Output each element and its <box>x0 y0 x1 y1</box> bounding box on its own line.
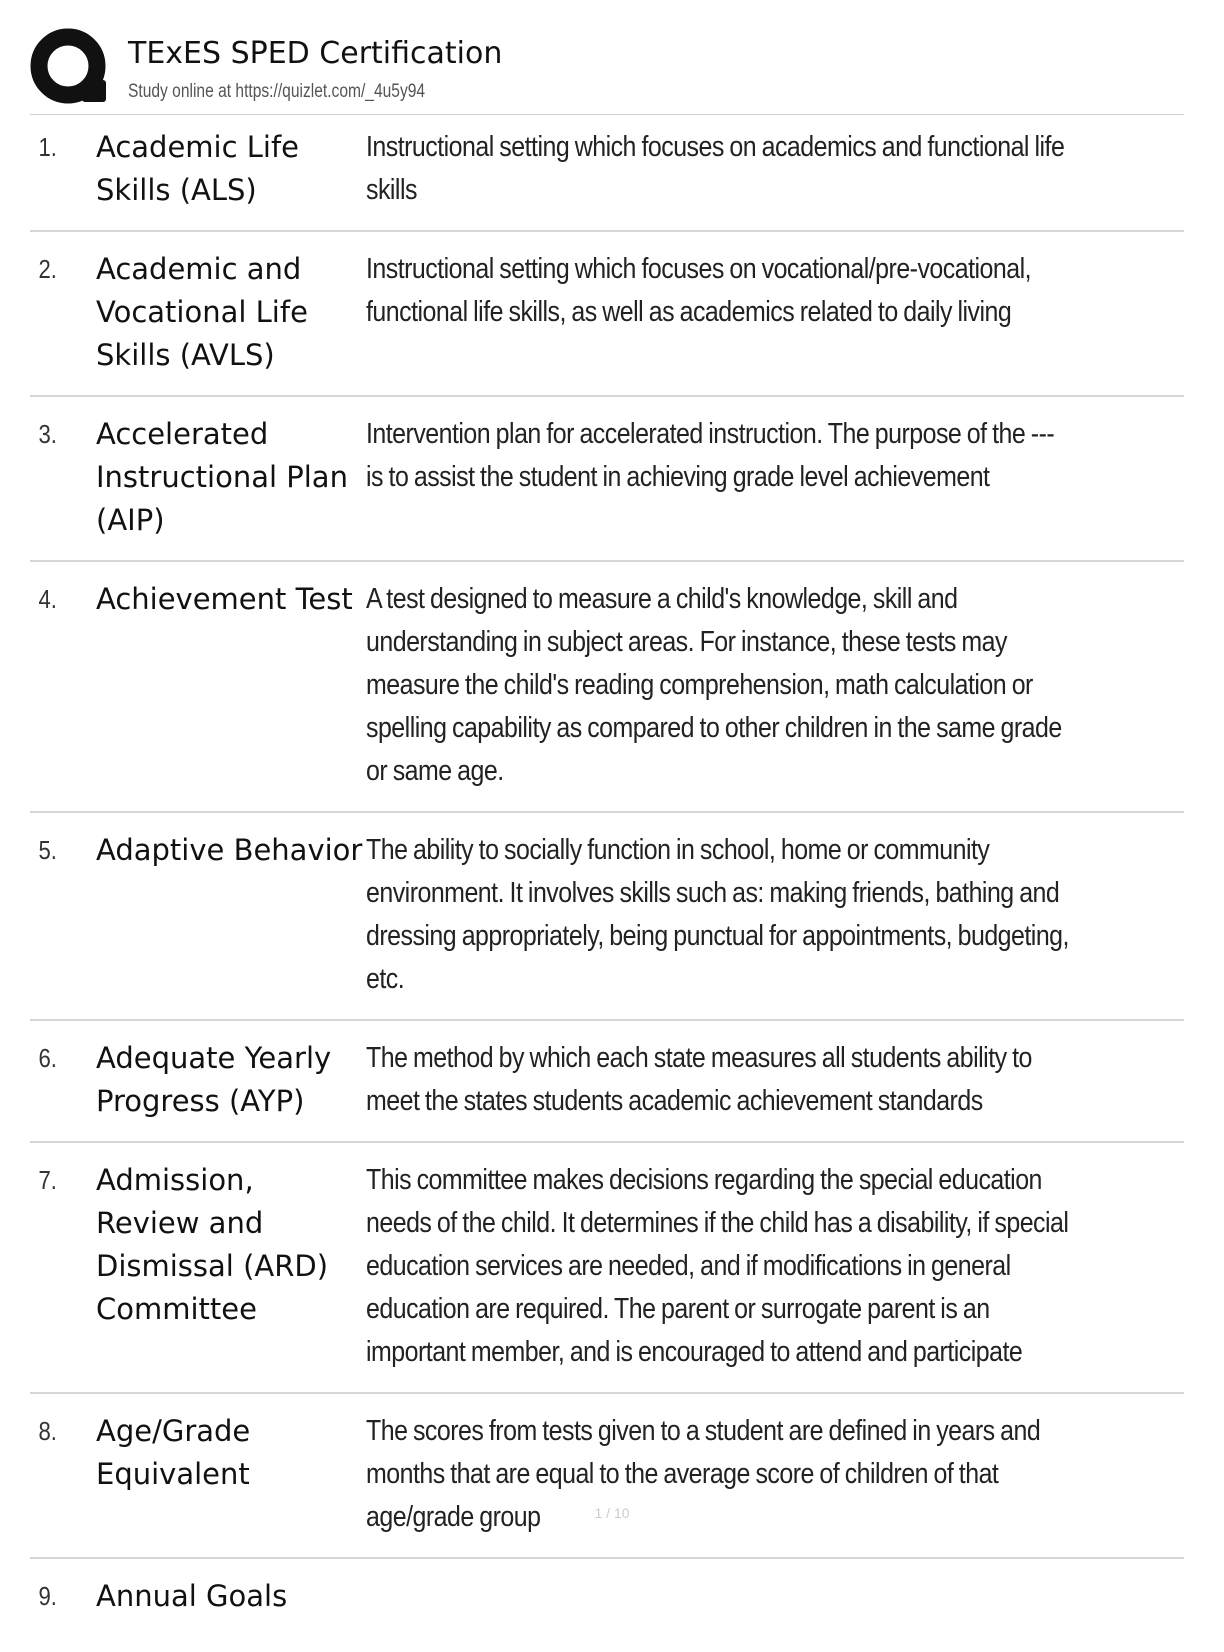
entry-term: Academic Life Skills (ALS) <box>96 130 300 207</box>
entry-definition: The ability to socially function in school, home or community environment. It involves skills such as: making friends, bathing and dressing appropriately, being punctual for appointments, budgeting, etc. <box>366 834 1069 995</box>
entry-term: Annual Goals <box>96 1579 288 1613</box>
entry-number: 9. <box>38 1581 57 1611</box>
entry-definition: A test designed to measure a child's knowledge, skill and understanding in subject areas. For instance, these tests may measure the child's reading comprehension, math calculation or spelling capability as compared to other children in the same grade or same age. <box>366 583 1062 787</box>
entry-definition: Instructional setting which focuses on vocational/pre-vocational, functional life skills, as well as academics related to daily living <box>366 253 1032 328</box>
entry-number: 6. <box>38 1043 57 1073</box>
entry-term: Achievement Test <box>96 582 353 616</box>
term-list <box>30 126 1184 1652</box>
entry-term: Adaptive Behavior <box>96 833 363 867</box>
quizlet-logo-icon <box>30 28 110 108</box>
entry-definition: The method by which each state measures all students ability to meet the states students academic achievement standards <box>366 1042 1032 1117</box>
entry-number: 2. <box>38 254 57 284</box>
term-entry <box>30 413 1184 562</box>
entry-number: 4. <box>38 584 57 614</box>
entry-number: 5. <box>38 835 57 865</box>
term-entry <box>30 1037 1184 1143</box>
study-link-text: Study online at https://quizlet.com/_4u5y94 <box>128 81 426 102</box>
entry-term: Accelerated Instructional Plan (AIP) <box>96 417 348 537</box>
page-number: 1 / 10 <box>594 1505 630 1521</box>
page-title: TExES SPED Certification <box>128 36 503 71</box>
term-entry <box>30 1159 1184 1394</box>
page-header <box>30 28 1184 114</box>
term-entry <box>30 126 1184 232</box>
term-entry <box>30 248 1184 397</box>
term-entry <box>30 1410 1184 1559</box>
header-divider <box>30 114 1184 115</box>
entry-definition: Instructional setting which focuses on academics and functional life skills <box>366 131 1065 206</box>
entry-number: 1. <box>38 132 57 162</box>
entry-term: Adequate Yearly Progress (AYP) <box>96 1041 332 1118</box>
entry-definition: Intervention plan for accelerated instruction. The purpose of the --- is to assist the student in achieving grade level achievement <box>366 418 1055 493</box>
entry-number: 8. <box>38 1416 57 1446</box>
entry-term: Admission, Review and Dismissal (ARD) Committee <box>96 1163 329 1326</box>
entry-term: Academic and Vocational Life Skills (AVLS) <box>96 252 308 372</box>
entry-term: Age/Grade Equivalent <box>96 1414 251 1491</box>
term-entry <box>30 578 1184 813</box>
entry-definition: This committee makes decisions regarding the special education needs of the child. It determines if the child has a disability, if special education services are needed, and if modifications in general education are required. The parent or surrogate parent is an important member, and is encouraged to attend and participate <box>366 1164 1069 1368</box>
entry-definition: The scores from tests given to a student are defined in years and months that are equal to the average score of children of that age/grade group <box>366 1415 1041 1533</box>
entry-number: 3. <box>38 419 57 449</box>
term-entry <box>30 1575 1184 1636</box>
term-entry <box>30 829 1184 1021</box>
entry-number: 7. <box>38 1165 57 1195</box>
